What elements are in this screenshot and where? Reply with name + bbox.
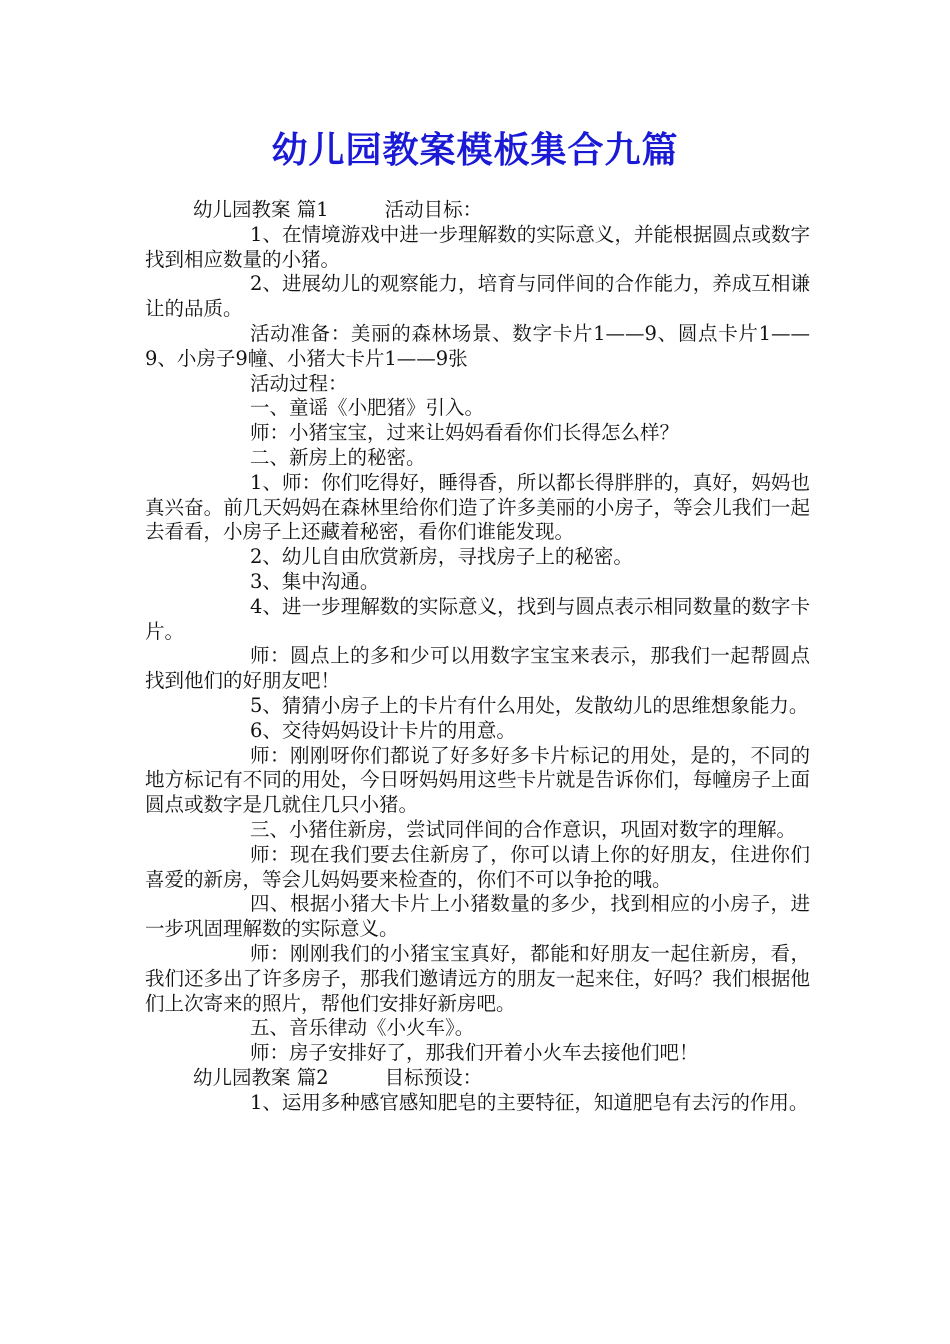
document-title: 幼儿园教案模板集合九篇 <box>271 130 679 171</box>
section-heading: 幼儿园教案 篇2 <box>193 1065 329 1089</box>
paragraph: 活动准备：美丽的森林场景、数字卡片1——9、圆点卡片1——9、小房子9幢、小猪大卡片1——9张 <box>145 321 810 370</box>
paragraph: 二、新房上的秘密。 <box>250 445 426 469</box>
paragraph: 一、童谣《小肥猪》引入。 <box>250 396 485 420</box>
paragraph: 活动过程： <box>250 371 348 395</box>
paragraph: 师：刚刚我们的小猪宝宝真好，都能和好朋友一起住新房，看，我们还多出了许多房子，那我们邀请远方的朋友一起来住，好吗？我们根据他们上次寄来的照片，帮他们安排好新房吧。 <box>145 941 810 1015</box>
paragraph: 6、交待妈妈设计卡片的用意。 <box>250 718 516 742</box>
section-heading-line <box>145 198 810 223</box>
paragraph: 四、根据小猪大卡片上小猪数量的多少，找到相应的小房子，进一步巩固理解数的实际意义。 <box>145 892 810 941</box>
paragraph: 五、音乐律动《小火车》。 <box>250 1016 475 1040</box>
paragraph: 1、运用多种感官感知肥皂的主要特征，知道肥皂有去污的作用。 <box>250 1090 809 1114</box>
paragraph: 3、集中沟通。 <box>250 569 380 593</box>
paragraph: 师：刚刚呀你们都说了好多好多卡片标记的用处，是的，不同的地方标记有不同的用处，今日呀妈妈用这些卡片就是告诉你们，每幢房子上面圆点或数字是几就住几只小猪。 <box>145 743 810 817</box>
paragraph: 师：小猪宝宝，过来让妈妈看看你们长得怎么样？ <box>250 421 680 445</box>
paragraph: 师：圆点上的多和少可以用数字宝宝来表示，那我们一起帮圆点找到他们的好朋友吧！ <box>145 644 810 693</box>
paragraph: 师：房子安排好了，那我们开着小火车去接他们吧！ <box>250 1041 699 1065</box>
paragraph: 三、小猪住新房，尝试同伴间的合作意识，巩固对数字的理解。 <box>250 817 797 841</box>
paragraph: 5、猜猜小房子上的卡片有什么用处，发散幼儿的思维想象能力。 <box>250 693 809 717</box>
paragraph: 2、进展幼儿的观察能力，培育与同伴间的合作能力，养成互相谦让的品质。 <box>145 272 810 321</box>
section-heading-line <box>145 1066 810 1091</box>
section-subheading: 活动目标： <box>384 198 483 221</box>
document-body <box>145 198 810 1115</box>
paragraph: 4、进一步理解数的实际意义，找到与圆点表示相同数量的数字卡片。 <box>145 594 810 643</box>
paragraph: 2、幼儿自由欣赏新房，寻找房子上的秘密。 <box>250 545 633 569</box>
section-subheading: 目标预设： <box>384 1065 483 1089</box>
section-heading: 幼儿园教案 篇1 <box>193 198 329 221</box>
paragraph: 1、在情境游戏中进一步理解数的实际意义，并能根据圆点或数字找到相应数量的小猪。 <box>145 222 810 271</box>
paragraph: 1、师：你们吃得好，睡得香，所以都长得胖胖的，真好，妈妈也真兴奋。前几天妈妈在森林里给你们造了许多美丽的小房子，等会儿我们一起去看看，小房子上还藏着秘密，看你们谁能发现。 <box>145 470 810 544</box>
paragraph: 师：现在我们要去住新房了，你可以请上你的好朋友，住进你们喜爱的新房，等会儿妈妈要来检查的，你们不可以争抢的哦。 <box>145 842 810 891</box>
